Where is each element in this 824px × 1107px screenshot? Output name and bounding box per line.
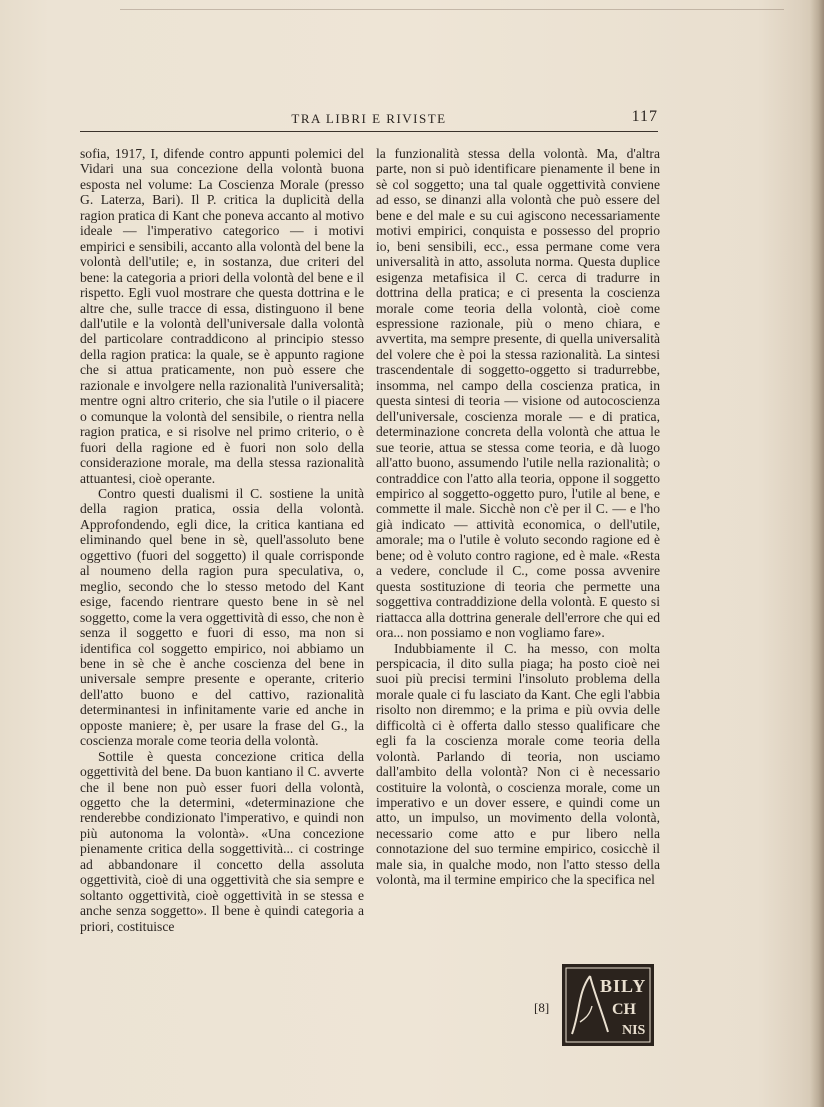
page-edge-shadow: [810, 0, 824, 1107]
left-paragraph-1: sofia, 1917, I, difende contro appunti polemici del Vidari una sua concezione della volontà buona esposta nel volume: La Coscienza Morale (presso G. Laterza, Bari). Il P. critica la duplicità della ragion pratica di Kant che poneva accanto al motivo ideale — l'imperativo categorico — i motivi empirici e sensibili, accanto alla volontà del bene la volontà dell'utile; e, in sostanza, due criteri del bene: la categoria a priori della volontà del bene e il rispetto. Egli vuol mostrare che questa dottrina e le altre che, sulle tracce di essa, distinguono il bene dall'utile e la volontà dell'universale dalla volontà del particolare contraddicono al principio stesso della ragion pratica: la quale, se è appunto ragione che si attua praticamente, non può essere che razionale e involgere nella razionalità l'universalità; mentre ogni altro criterio, che sia l'utile o il piacere o comunque la volontà del sensibile, o rientra nella ragion pratica, e si risolve nel primo criterio, o è fuori della ragione ed è fuori non solo della considerazione morale, ma della stessa razionalità attuantesi, cioè operante.: [80, 146, 364, 486]
page-number: 117: [631, 108, 658, 125]
svg-text:CH: CH: [612, 1001, 636, 1018]
top-edge-line: [120, 9, 784, 10]
left-paragraph-2: Contro questi dualismi il C. sostiene la unità della ragion pratica, ossia della volontà. Approfondendo, egli dice, la critica kantiana ed eliminando quel bene in sè, quell'assoluto bene oggettivo (fuori del soggetto) il quale corrisponde al noumeno della ragion pura speculativa, o, meglio, secondo che lo stesso metodo del Kant esige, facendo rientrare questo bene in sè nel soggetto, come la vera oggettività di esso, che non è senza il soggetto e fuori di esso, ma non si identifica col soggetto empirico, noi abbiamo un bene in sè che è anche coscienza del bene in universale sempre presente e operante, criterio dell'atto buono e del cattivo, razionalità determinantesi in infinitamente varie ed anche in opposte maniere; è, per usare la frase del G., la coscienza morale come teoria della volontà.: [80, 485, 364, 749]
right-paragraph-1: la funzionalità stessa della volontà. Ma, d'altra parte, non si può identificare pienamente il bene in sè col soggetto; una tal quale oggettività conviene ad esso, se dinanzi alla volontà che può essere del bene e del male e su cui agiscono necessariamente motivi empirici, conquista e possesso del proprio io, beni sensibili, ecc., essa permane come vera universalità in atto, assoluta norma. Questa duplice esigenza metafisica il C. cerca di tradurre in dottrina della pratica; e ci presenta la coscienza morale come teoria della volontà, cioè come espressione razionale, più o meno chiara, e avvertita, ma sempre presente, di quella universalità del volere che è poi la stessa razionalità. La sintesi trascendentale di soggetto-oggetto si tradurrebbe, insomma, nel campo della coscienza pratica, in questa sintesi di teoria — visione od autocoscienza dell'universale, coscienza morale — e di pratica, determinazione concreta della volontà che attua le sue teorie, attua se stessa come teoria, e dà luogo all'atto buono, assumendo l'utile nella razionalità; o contraddice con l'atto alla teoria, oppone il soggetto empirico al soggetto-oggetto puro, l'utile al bene, e commette il male. Sicchè non c'è per il C. — e l'ho già indicato — attività economica, o dell'utile, amorale; ma o l'utile è voluto secondo ragione ed è bene; od è voluto contro ragione, ed è male. «Resta a vedere, conclude il C., come possa avvenire questa sostituzione di teoria che permette una soggettiva contraddizione della volontà. E questo si riattacca alla dottrina generale dell'errore che qui ed ora... non possiamo e non vogliamo fare».: [376, 146, 660, 641]
header-rule: [80, 131, 658, 132]
running-title: TRA LIBRI E RIVISTE: [291, 111, 447, 126]
svg-text:BILY: BILY: [600, 976, 647, 996]
running-header: [80, 108, 658, 130]
bilychnis-emblem-icon: [560, 962, 656, 1048]
right-paragraph-2: Indubbiamente il C. ha messo, con molta perspicacia, il dito sulla piaga; ha posto cioè nei suoi più precisi termini l'insoluto problema della morale quale ci fu lasciato da Kant. Che egli l'abbia risolto non diremmo; e la prima e più ovvia delle difficoltà ci è offerta dallo stesso qualificare che egli fa la coscienza morale come teoria della volontà. Parlando di teoria, non usciamo dall'ambito della volontà? Non ci è necessario costituire la volontà, o coscienza morale, come un imperativo e un dover essere, e quindi come un atto, un impulso, un movimento della volontà, necessario come atto e pur libero nella connotazione del suo termine empirico, cosicchè il male sia, in qualche modo, non l'atto stesso della volontà, ma il termine empirico che la specifica nel: [376, 640, 660, 888]
signature-mark: [8]: [534, 1000, 550, 1015]
left-paragraph-3: Sottile è questa concezione critica della oggettività del bene. Da buon kantiano il C. avverte che il bene non può esser fuori della volontà, oggetto che la determini, «determinazione che renderebbe condizionato l'imperativo, e quindi non più autonoma la volontà». «Una concezione pienamente critica della soggettività... ci costringe ad abbandonare il concetto della assoluta oggettività, cioè di una oggettività che sia sempre e soltanto oggettività, cioè oggettività in se stessa e anche senza soggetto». Il bene è quindi categoria a priori, costituisce: [80, 748, 364, 934]
svg-text:NIS: NIS: [622, 1023, 646, 1038]
right-column: [376, 146, 660, 888]
left-column: [80, 146, 364, 934]
